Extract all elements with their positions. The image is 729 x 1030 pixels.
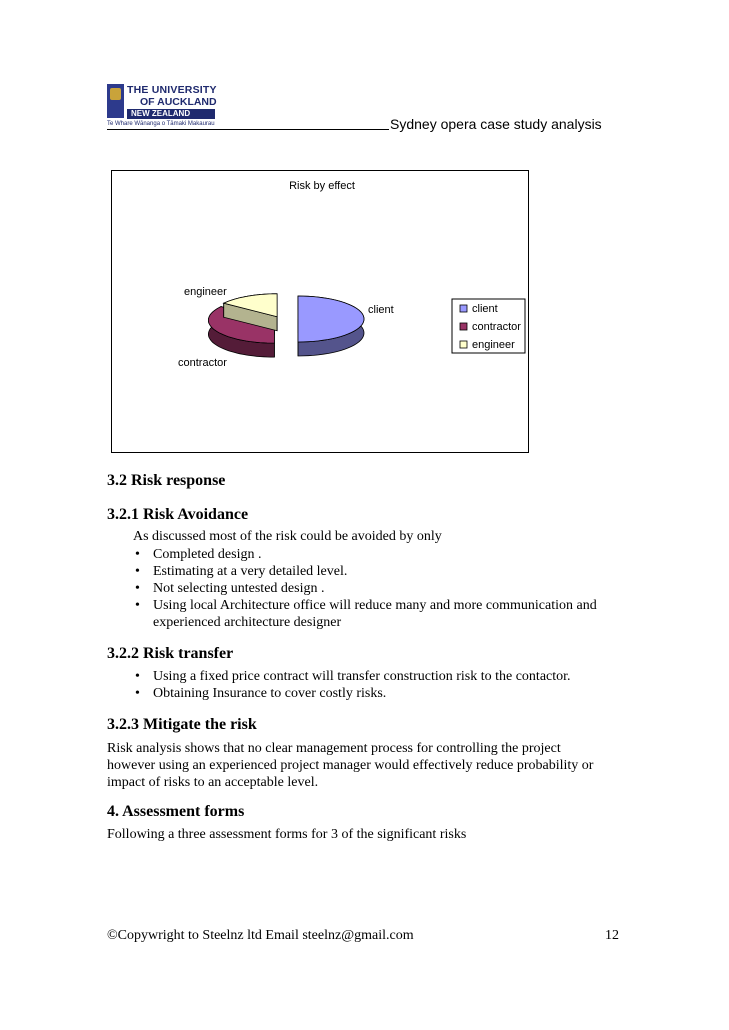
- pie-chart: [111, 170, 529, 453]
- pie-slices: [208, 294, 364, 357]
- heading-risk-response: 3.2 Risk response: [107, 472, 226, 489]
- pie-slice-client: [298, 296, 364, 356]
- list-item: • Using a fixed price contract will transfer construction risk to the contactor.: [135, 669, 571, 684]
- paragraph-line: Risk analysis shows that no clear management process for controlling the project: [107, 741, 561, 756]
- heading-mitigate: 3.2.3 Mitigate the risk: [107, 716, 257, 733]
- avoidance-intro: As discussed most of the risk could be avoided by only: [133, 529, 442, 544]
- legend-label-engineer: engineer: [472, 339, 515, 351]
- pie-label-engineer: engineer: [184, 286, 227, 298]
- paragraph-line: impact of risks to an acceptable level.: [107, 775, 319, 790]
- document-title: Sydney opera case study analysis: [390, 116, 602, 132]
- university-logo: [107, 84, 215, 130]
- legend-swatch-client: [460, 305, 467, 312]
- footer-copyright: ©Copywright to Steelnz ltd Email steelnz@gmail.com: [107, 928, 414, 943]
- chart-canvas: [112, 171, 530, 454]
- bullet-icon: •: [135, 686, 140, 701]
- legend-label-contractor: contractor: [472, 321, 521, 333]
- list-item: • Obtaining Insurance to cover costly risks.: [135, 686, 387, 701]
- legend-label-client: client: [472, 303, 498, 315]
- heading-risk-avoidance: 3.2.1 Risk Avoidance: [107, 506, 249, 523]
- chart-legend: [452, 299, 525, 353]
- crest-icon: [107, 84, 124, 118]
- list-item: • Using local Architecture office will reduce many and more communication and: [135, 598, 597, 613]
- legend-swatch-contractor: [460, 323, 467, 330]
- chart-title: Risk by effect: [289, 180, 355, 192]
- logo-line-4: Te Whare Wānanga o Tāmaki Makaurau: [107, 121, 215, 127]
- assessment-text: Following a three assessment forms for 3 of the significant risks: [107, 827, 467, 842]
- page-number: 12: [605, 928, 619, 943]
- avoidance-list: [107, 546, 597, 631]
- bullet-icon: •: [135, 564, 140, 579]
- list-item: • Not selecting untested design .: [135, 581, 325, 596]
- list-item: • Completed design .: [135, 547, 262, 562]
- bullet-icon: •: [135, 669, 140, 684]
- bullet-icon: •: [135, 581, 140, 596]
- header-rule: [107, 129, 389, 130]
- heading-risk-transfer: 3.2.2 Risk transfer: [107, 645, 234, 662]
- logo-line-2: OF AUCKLAND: [140, 96, 217, 108]
- pie-label-client: client: [368, 304, 394, 316]
- logo-line-3: NEW ZEALAND: [131, 109, 191, 118]
- mitigate-paragraph: [107, 740, 593, 791]
- paragraph-line: however using an experienced project manager would effectively reduce probability or: [107, 758, 594, 773]
- pie-label-contractor: contractor: [178, 357, 227, 369]
- bullet-icon: •: [135, 547, 140, 562]
- heading-assessment-forms: 4. Assessment forms: [107, 803, 245, 820]
- transfer-list: [107, 668, 571, 702]
- legend-swatch-engineer: [460, 341, 467, 348]
- list-item: • Estimating at a very detailed level.: [135, 564, 348, 579]
- bullet-icon: •: [135, 598, 140, 613]
- list-item-continuation: experienced architecture designer: [153, 615, 342, 630]
- logo-line-1: THE UNIVERSITY: [127, 84, 217, 96]
